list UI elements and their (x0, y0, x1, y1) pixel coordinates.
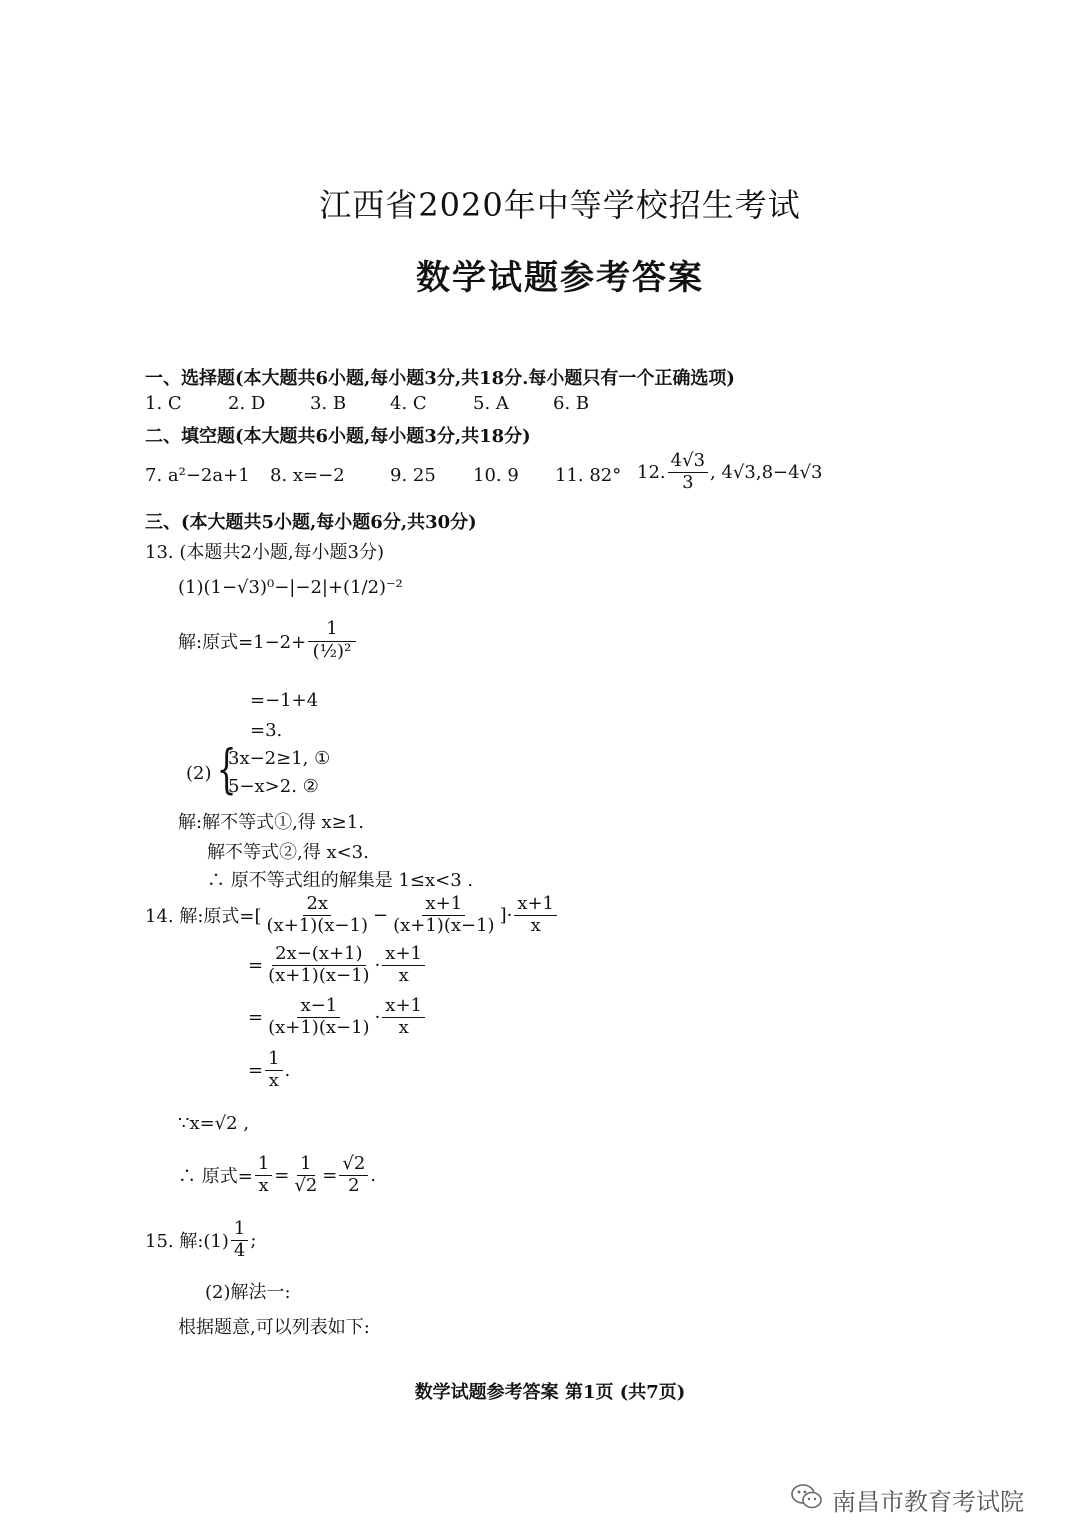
q13-part2-inequality1: 3x−2≥1, ① (228, 748, 331, 769)
q15-fraction (231, 1220, 248, 1261)
q14-fraction3-num: x+1 (514, 895, 557, 916)
page-footer: 数学试题参考答案 第1页 (共7页) (414, 1382, 686, 1403)
q14-final-fraction2-num: 1 (297, 1155, 314, 1176)
q13-part2-solution3: ∴ 原不等式组的解集是 1≤x<3 . (207, 870, 474, 891)
choice-answer-5: 5. A (473, 393, 509, 414)
q14-step2-den: (x+1)(x−1) (268, 964, 370, 986)
q14-final-fraction1-den: x (258, 1174, 269, 1196)
fill-answer-12-part3: ,8−4√3 (755, 461, 823, 483)
q14-step4-den: x (268, 1069, 279, 1091)
fill-answer-12-part2: , 4√3 (710, 461, 756, 483)
q14-line2: = $\frac{2x-(x+1)}{(x+1)(x-1)}$ · $\frac{x+1}{x}$ (248, 945, 427, 986)
page-subtitle: 数学试题参考答案 (416, 258, 704, 298)
q14-step3-den: (x+1)(x−1) (268, 1016, 370, 1038)
q14-final: ∴ 原式= $\frac{1}{x}$ = $\frac{1}{√2}$ = $\frac{√2}{2}$ . (178, 1153, 377, 1196)
fill-answer-8: 8. x=−2 (270, 465, 345, 486)
q13-part2-solution2: 解不等式②,得 x<3. (207, 842, 369, 863)
q14-step3-fraction2 (382, 997, 425, 1038)
watermark (790, 1482, 1024, 1517)
q14-final-fraction3-num: √2 (339, 1155, 368, 1176)
q14-fraction2 (390, 895, 497, 936)
section1-heading: 一、选择题(本大题共6小题,每小题3分,共18分.每小题只有一个正确选项) (145, 368, 735, 389)
q15-semicolon: ; (250, 1229, 257, 1251)
q14-step4-num: 1 (265, 1050, 282, 1071)
q13-part1-step3: =3. (250, 720, 283, 741)
q14-final-fraction2 (291, 1155, 320, 1196)
q14-given: ∵x=√2 , (178, 1113, 250, 1134)
choice-answer-1: 1. C (145, 393, 182, 414)
q13-part1-solution-label: 解:原式=1−2+ (178, 631, 307, 653)
q14-step2-fraction2-den: x (398, 964, 409, 986)
q15-table-intro: 根据题意,可以列表如下: (178, 1317, 370, 1338)
q14-final-fraction2-den: √2 (294, 1174, 318, 1196)
q14-step3-num: x−1 (297, 997, 340, 1018)
q13-part2-label: (2) (186, 763, 212, 784)
q15-part2: (2)解法一: (205, 1282, 291, 1303)
fill-answer-10: 10. 9 (473, 465, 519, 486)
q13-part2-solution1: 解:解不等式①,得 x≥1. (178, 812, 364, 833)
choice-answer-4: 4. C (390, 393, 427, 414)
q14-step3-fraction2-den: x (398, 1016, 409, 1038)
q14-line4: = $\frac{1}{x}$ . (248, 1048, 291, 1091)
q14-step4-fraction (265, 1050, 282, 1091)
page-title: 江西省2020年中等学校招生考试 (319, 186, 801, 224)
q14-step2-fraction (265, 945, 372, 986)
fill-answer-11: 11. 82° (555, 465, 622, 486)
watermark-text: 南昌市教育考试院 (832, 1488, 1024, 1516)
section2-heading: 二、填空题(本大题共6小题,每小题3分,共18分) (145, 426, 531, 447)
q14-fraction1-num: 2x (303, 895, 331, 916)
fill-answer-12-numerator: 4√3 (668, 452, 708, 473)
q14-line1: 14. 解:原式=[ $\frac{2x}{(x+1)(x-1)}$ − $\frac{x+1}{(x+1)(x-1)}$ ]· $\frac{x+1}{x}$ (145, 895, 559, 936)
q14-fraction1-den: (x+1)(x−1) (266, 914, 368, 936)
q14-step2-fraction2 (382, 945, 425, 986)
q14-step2-fraction2-num: x+1 (382, 945, 425, 966)
q15-fraction-num: 1 (231, 1220, 248, 1241)
q14-fraction3-den: x (530, 914, 541, 936)
q14-fraction1 (264, 895, 371, 936)
q14-final-fraction3 (339, 1155, 368, 1196)
q14-step3-fraction (265, 997, 372, 1038)
q14-step2-num: 2x−(x+1) (272, 945, 365, 966)
q13-part1-solution (178, 620, 358, 662)
q14-step3-fraction2-num: x+1 (382, 997, 425, 1018)
q15-part1 (145, 1220, 256, 1261)
fill-answer-12 (637, 452, 822, 493)
q14-label: 14. 解:原式=[ (145, 906, 262, 928)
fill-answer-7: 7. a²−2a+1 (145, 465, 250, 486)
fill-answer-12-denominator: 3 (682, 471, 694, 493)
q14-line3: = $\frac{x-1}{(x+1)(x-1)}$ · $\frac{x+1}{x}$ (248, 997, 427, 1038)
choice-answer-2: 2. D (228, 393, 266, 414)
system-brace: { (216, 740, 237, 800)
q13-part1-fraction: $\frac{1}{\text{(½)²}}$ (308, 620, 355, 662)
q13-part1-problem: (1)(1−√3)⁰−|−2|+(1/2)⁻² (178, 577, 403, 598)
q14-final-fraction3-den: 2 (348, 1174, 360, 1196)
fill-answer-9: 9. 25 (390, 465, 436, 486)
choice-answer-3: 3. B (310, 393, 347, 414)
q14-final-fraction1-num: 1 (255, 1155, 272, 1176)
q13-heading: 13. (本题共2小题,每小题3分) (145, 542, 385, 563)
q13-part1-step2: =−1+4 (250, 690, 319, 711)
q13-part2-inequality2: 5−x>2. ② (228, 776, 319, 797)
q15-fraction-den: 4 (233, 1239, 246, 1261)
q14-fraction3 (514, 895, 557, 936)
section3-heading: 三、(本大题共5小题,每小题6分,共30分) (145, 512, 477, 533)
wechat-icon (790, 1483, 824, 1517)
fill-answer-12-fraction (668, 452, 708, 493)
choice-answer-6: 6. B (553, 393, 590, 414)
q15-label: 15. 解:(1) (145, 1231, 229, 1253)
q14-fraction2-den: (x+1)(x−1) (393, 914, 495, 936)
q14-fraction2-num: x+1 (422, 895, 465, 916)
fill-answer-12-label: 12. (637, 461, 666, 483)
q14-final-fraction1 (255, 1155, 272, 1196)
q14-final-label: ∴ 原式= (178, 1166, 253, 1188)
